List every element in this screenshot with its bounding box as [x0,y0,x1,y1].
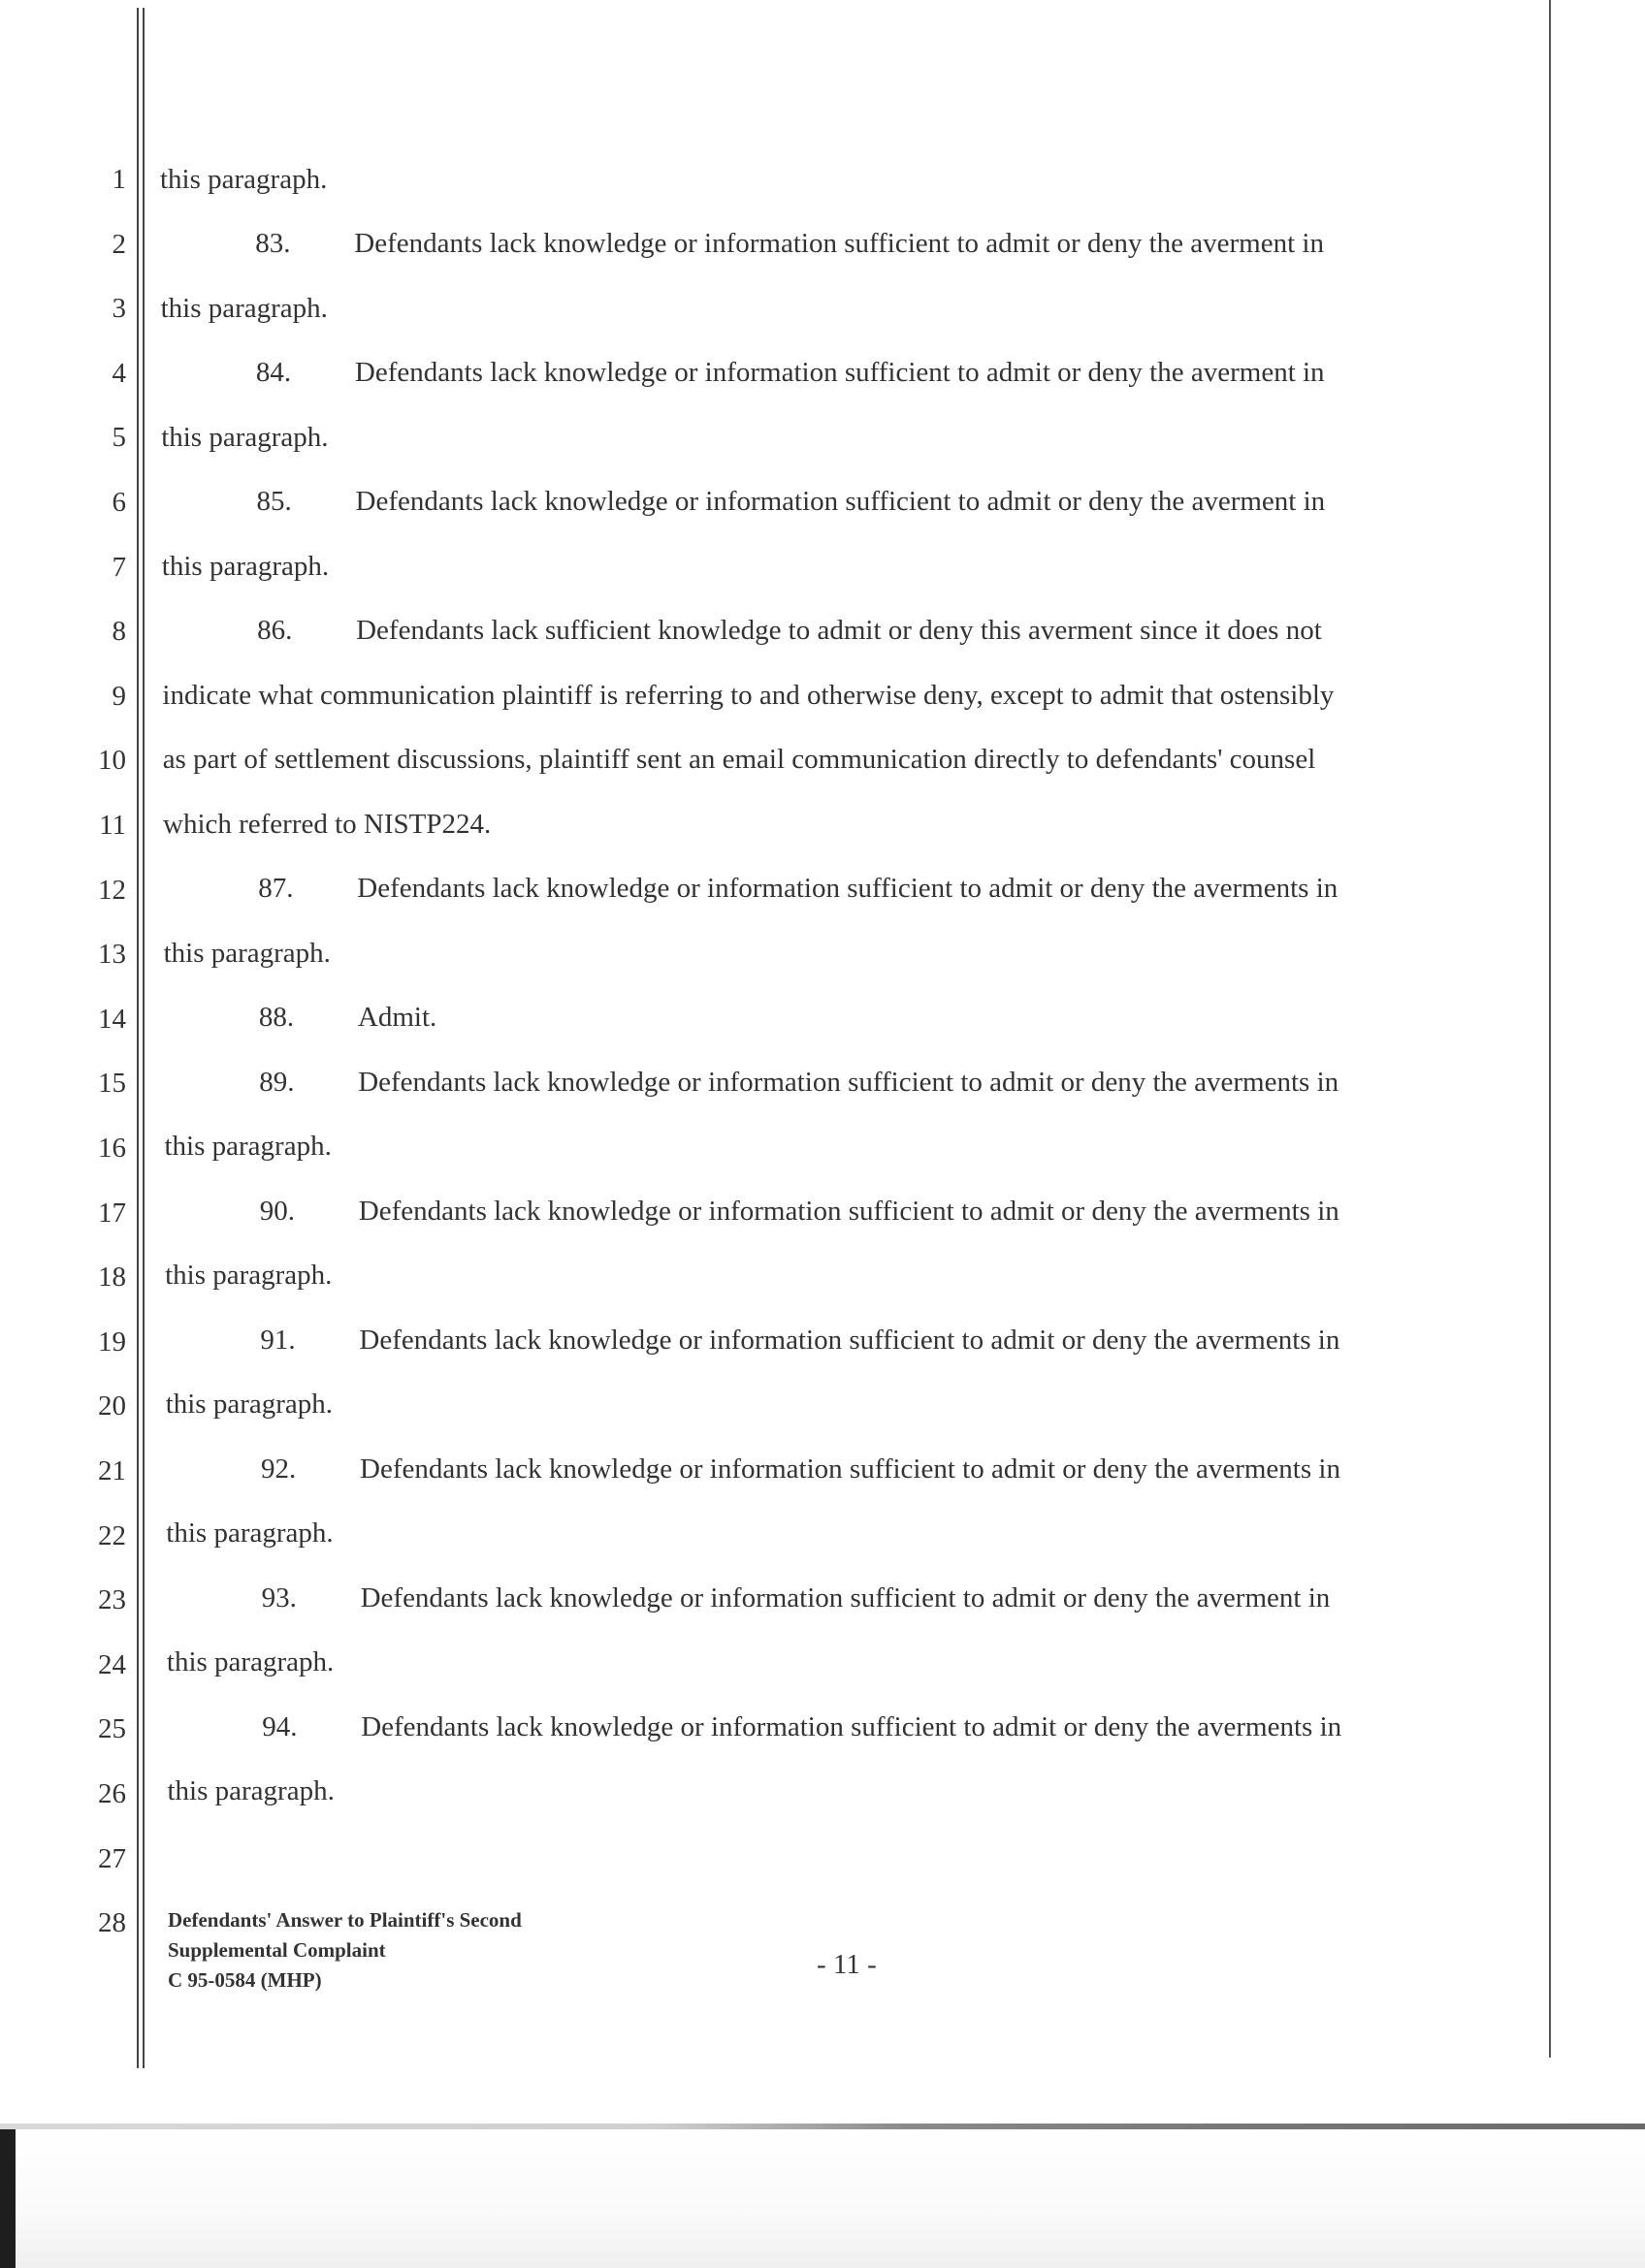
paragraph-first-line: Defendants lack knowledge or information sufficient to admit or deny the averments in [360,1453,1340,1485]
paragraph-number: 85. [256,486,292,518]
line-number: 11 [99,810,126,841]
paragraph-number: 92. [261,1453,297,1485]
left-margin-rule-inner [143,8,145,2068]
line-number: 1 [112,164,126,195]
paragraph-first-line: Defendants lack knowledge or information sufficient to admit or deny the averments in [361,1710,1342,1742]
paragraph-first-line: Defendants lack knowledge or information sufficient to admit or deny the averment in [360,1581,1331,1613]
paragraph-text-line: this paragraph. [161,421,329,453]
line-number: 12 [98,874,126,906]
line-number: 24 [98,1648,126,1680]
paragraph-text-line: this paragraph. [161,550,330,582]
paragraph-number: 87. [258,873,294,905]
paragraph-number: 89. [259,1066,295,1098]
footer-title-line: Supplemental Complaint [168,1938,386,1962]
line-number: 22 [98,1519,126,1551]
line-number: 23 [98,1584,126,1616]
page-number: - 11 - [817,1949,877,1980]
line-number: 14 [98,1003,126,1035]
paragraph-text-line: this paragraph. [166,1646,335,1678]
line-number: 9 [112,680,126,712]
paragraph-first-line: Defendants lack knowledge or information sufficient to admit or deny the averment in [354,228,1324,260]
paragraph-number: 88. [258,1002,295,1034]
line-number: 17 [98,1197,126,1229]
paragraph-number: 86. [257,615,293,647]
line-number: 7 [112,551,126,583]
paragraph-text-line: this paragraph. [163,937,331,969]
line-number: 18 [98,1262,126,1294]
line-number: 2 [112,228,126,260]
paragraph-first-line: Admit. [357,1002,437,1034]
paragraph-text-line: this paragraph. [160,292,328,324]
line-number: 28 [98,1907,126,1939]
paragraph-number: 84. [255,357,292,389]
line-number: 8 [112,616,126,648]
line-number: 3 [112,293,126,325]
paragraph-text-line: which referred to NISTP224. [163,808,492,840]
paragraph-number: 83. [255,228,291,260]
line-number: 16 [98,1133,126,1164]
line-number: 25 [98,1713,126,1745]
scanner-background [0,2129,1645,2268]
footer-document-title [168,1905,522,1996]
line-number: 26 [98,1778,126,1809]
footer-case-number: C 95-0584 (MHP) [168,1968,322,1992]
paragraph-first-line: Defendants lack knowledge or information sufficient to admit or deny the averments in [358,1066,1339,1098]
paragraph-text-line: this paragraph. [167,1775,335,1806]
paragraph-first-line: Defendants lack sufficient knowledge to admit or deny this averment since it does not [356,615,1322,647]
paragraph-text-line: indicate what communication plaintiff is referring to and otherwise deny, except to admit that ostensibly [162,679,1335,711]
paragraph-text-line: this paragraph. [165,1260,333,1292]
line-number: 20 [98,1390,126,1422]
line-number: 10 [98,745,126,777]
right-margin-rule [1549,0,1551,2058]
paragraph-number: 93. [261,1581,297,1613]
paragraph-first-line: Defendants lack knowledge or information sufficient to admit or deny the averments in [359,1324,1340,1356]
paragraph-number: 91. [260,1324,296,1356]
line-number: 4 [112,357,126,389]
paragraph-text-line: as part of settlement discussions, plaintiff sent an email communication directly to defendants' counsel [162,744,1316,776]
line-number: 6 [112,487,126,518]
scanner-dark-border [0,2129,16,2268]
line-number: 5 [112,422,126,454]
paragraph-text-line: this paragraph. [164,1131,332,1163]
paragraph-number: 94. [262,1710,298,1742]
footer-title-line: Defendants' Answer to Plaintiff's Second [168,1908,522,1932]
paragraph-first-line: Defendants lack knowledge or information sufficient to admit or deny the averments in [358,1195,1339,1227]
line-number: 21 [98,1455,126,1486]
paragraph-text-line: this paragraph. [166,1517,334,1549]
line-number: 15 [98,1068,126,1100]
paragraph-first-line: Defendants lack knowledge or information sufficient to admit or deny the averment in [355,486,1326,518]
line-number: 13 [98,939,126,971]
paragraph-number: 90. [259,1195,296,1227]
left-margin-rule [137,8,139,2068]
paragraph-text-line: this paragraph. [160,164,328,195]
paragraph-text-line: this paragraph. [165,1389,334,1421]
line-number: 19 [98,1326,126,1358]
line-number: 27 [98,1842,126,1874]
paragraph-first-line: Defendants lack knowledge or information sufficient to admit or deny the averments in [357,873,1339,905]
paragraph-first-line: Defendants lack knowledge or information sufficient to admit or deny the averment in [354,357,1325,389]
